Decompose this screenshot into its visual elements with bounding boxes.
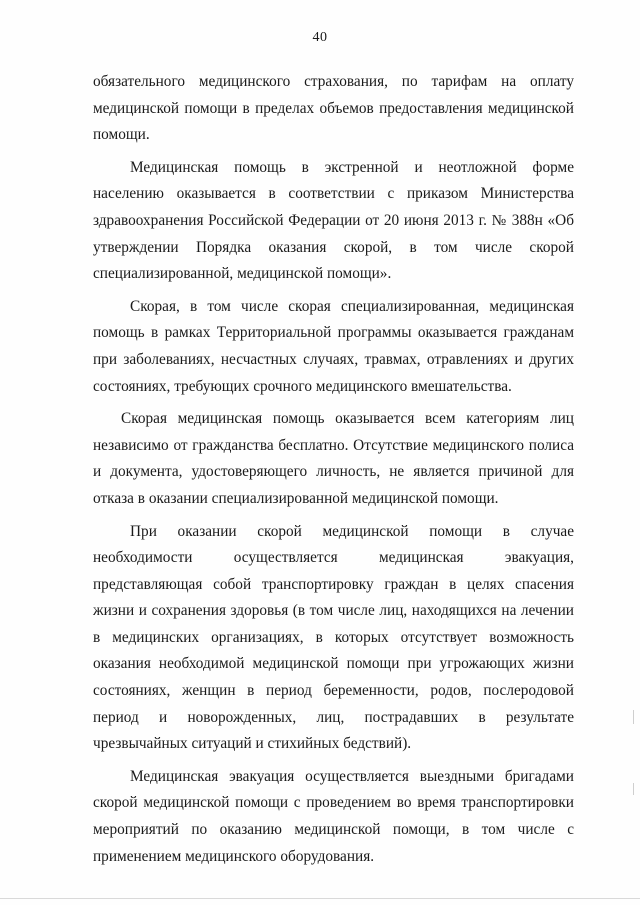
paragraph-5: При оказании скорой медицинской помощи в случае необходимости осуществляется медицинская эвакуация, представляющая собой транспортировку граждан в целях спасения жизни и сохранения здоровья (в том числе лиц, находящихся на лечении в медицинских организациях, в которых отсутствует возможность оказания необходимой медицинской помощи при угрожающих жизни состояниях, женщин в период беременности, родов, послеродовой период и новорожденных, лиц, пострадавших в результате чрезвычайных ситуаций и стихийных бедствий). — [93, 522, 574, 753]
paragraph-4: Скорая медицинская помощь оказывается всем категориям лиц независимо от гражданства бесплатно. Отсутствие медицинского полиса и документа, удостоверяющего личность, не является причиной для отказа в оказании специализированной медицинской помощи. — [93, 410, 574, 507]
scan-bottom-edge — [0, 898, 640, 899]
document-body — [93, 69, 574, 870]
paragraph-6: Медицинская эвакуация осуществляется выездными бригадами скорой медицинской помощи с проведением во время транспортировки мероприятий по оказанию медицинской помощи, в том числе с применением медицинского оборудования. — [93, 767, 574, 865]
paragraph-1: обязательного медицинского страхования, по тарифам на оплату медицинской помощи в пределах объемов предоставления медицинской помощи. — [93, 73, 574, 144]
paragraph-2: Медицинская помощь в экстренной и неотложной форме населению оказывается в соответствии с приказом Министерства здравоохранения Российской Федерации от 20 июня 2013 г. № 388н «Об утверждении Порядка оказания скорой, в том числе скорой специализированной, медицинской помощи». — [93, 158, 574, 283]
scan-margin-mark — [633, 710, 634, 724]
scan-margin-mark — [633, 783, 634, 795]
page-number: 40 — [312, 30, 328, 45]
paragraph-3: Скорая, в том числе скорая специализированная, медицинская помощь в рамках Территориальной программы оказывается гражданам при заболеваниях, несчастных случаях, травмах, отравлениях и других состояниях, требующих срочного медицинского вмешательства. — [93, 297, 574, 395]
